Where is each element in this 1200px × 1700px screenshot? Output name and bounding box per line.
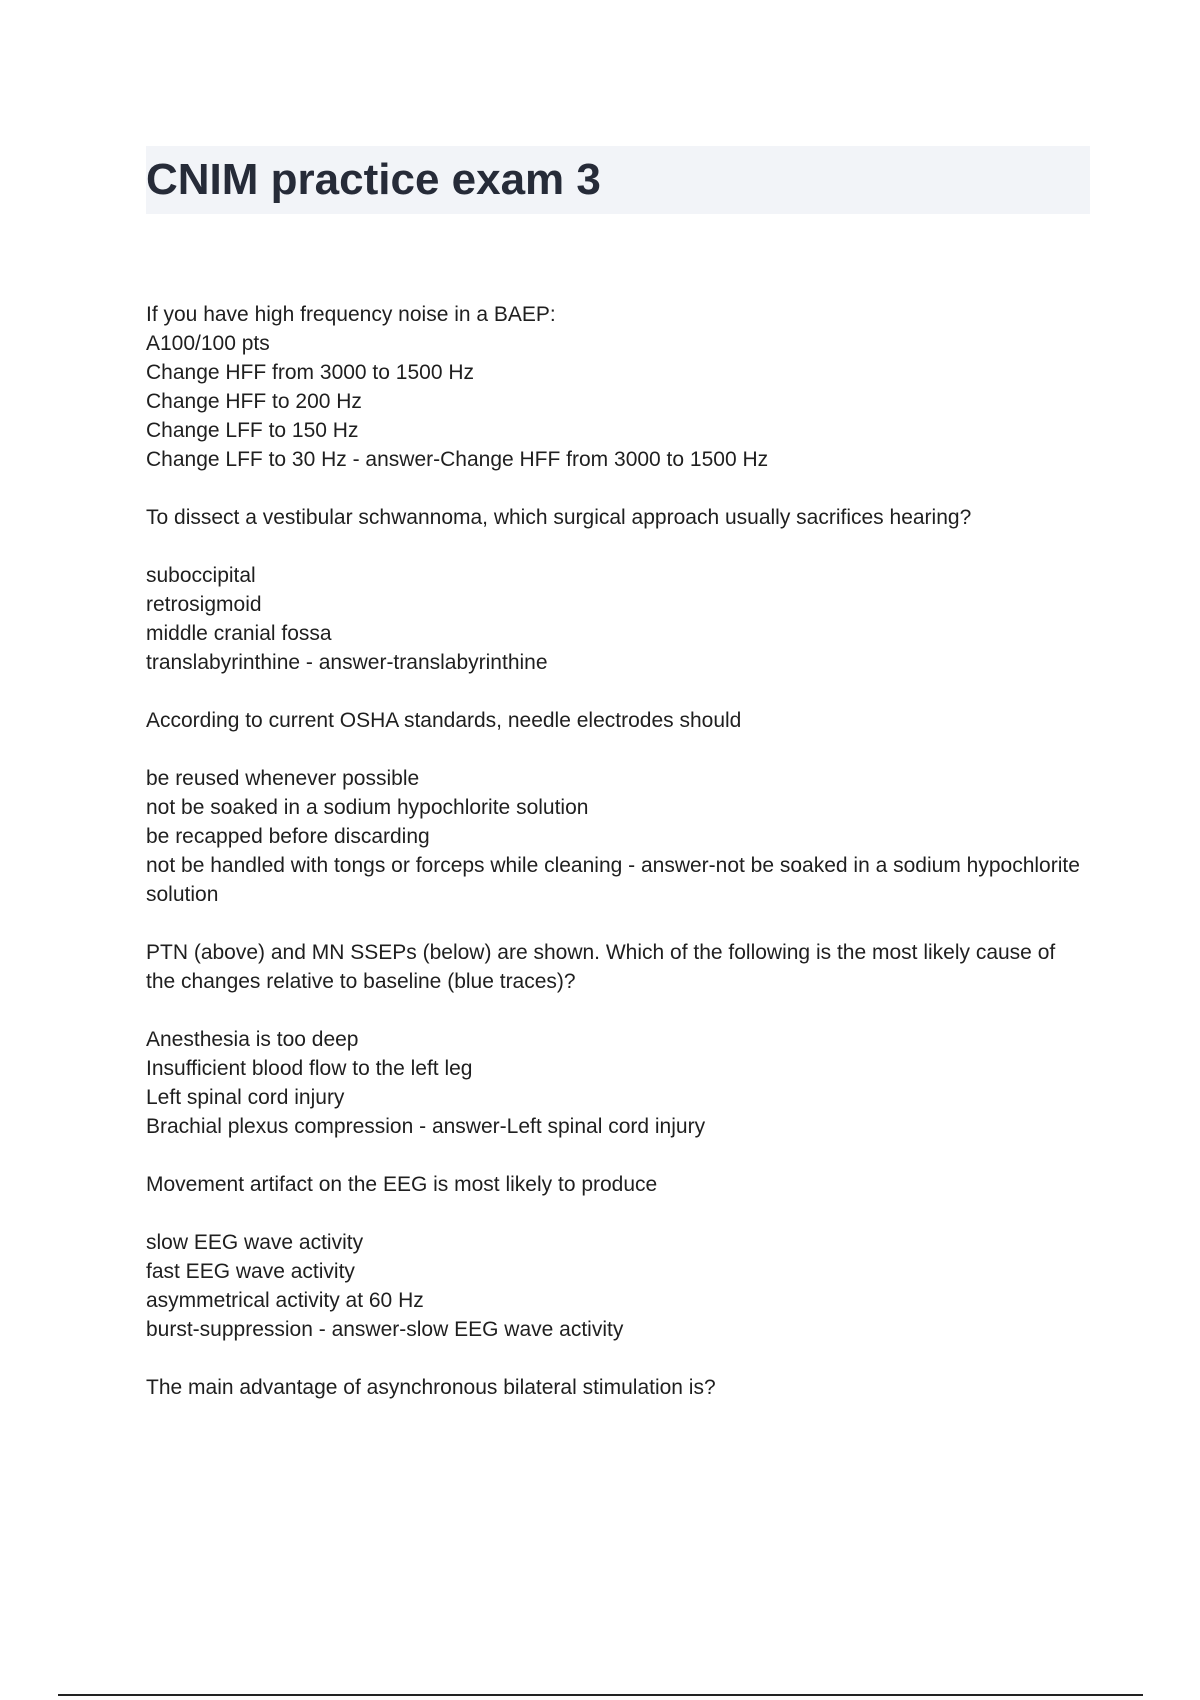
- question-item: [146, 503, 1090, 677]
- question-item: [146, 1373, 1090, 1402]
- question-stem: According to current OSHA standards, needle electrodes should: [146, 709, 742, 732]
- answer-option: Change LFF to 150 Hz: [146, 419, 359, 442]
- page-title: CNIM practice exam 3: [146, 155, 601, 204]
- answer-option: asymmetrical activity at 60 Hz: [146, 1289, 424, 1312]
- answer-option: Insufficient blood flow to the left leg: [146, 1057, 473, 1080]
- answer-option-with-answer: not be handled with tongs or forceps while cleaning - answer-not be soaked in a sodium hypochlorite solution: [146, 854, 1080, 906]
- answer-option-with-answer: Brachial plexus compression - answer-Left spinal cord injury: [146, 1115, 706, 1138]
- answer-option-with-answer: Change LFF to 30 Hz - answer-Change HFF from 3000 to 1500 Hz: [146, 448, 769, 471]
- question-item: [146, 706, 1090, 909]
- answer-option: middle cranial fossa: [146, 622, 332, 645]
- answer-option-with-answer: burst-suppression - answer-slow EEG wave activity: [146, 1318, 624, 1341]
- question-list: [146, 300, 1090, 1431]
- answer-option: retrosigmoid: [146, 593, 262, 616]
- answer-option: Change HFF from 3000 to 1500 Hz: [146, 361, 475, 384]
- answer-option: suboccipital: [146, 564, 256, 587]
- question-stem: If you have high frequency noise in a BAEP:: [146, 303, 556, 326]
- answer-option: be reused whenever possible: [146, 767, 420, 790]
- answer-option-with-answer: translabyrinthine - answer-translabyrinthine: [146, 651, 548, 674]
- answer-option: Anesthesia is too deep: [146, 1028, 359, 1051]
- answer-option: not be soaked in a sodium hypochlorite solution: [146, 796, 589, 819]
- question-item: [146, 1170, 1090, 1344]
- title-banner: [146, 146, 1090, 214]
- question-stem: PTN (above) and MN SSEPs (below) are shown. Which of the following is the most likely cause of the changes relative to baseline (blue traces)?: [146, 941, 1056, 993]
- footer-divider: [58, 1694, 1143, 1696]
- answer-option: slow EEG wave activity: [146, 1231, 364, 1254]
- question-item: [146, 938, 1090, 1141]
- question-stem: To dissect a vestibular schwannoma, which surgical approach usually sacrifices hearing?: [146, 506, 972, 529]
- answer-option: A100/100 pts: [146, 332, 270, 355]
- question-item: [146, 300, 1090, 474]
- answer-option: fast EEG wave activity: [146, 1260, 355, 1283]
- question-stem: Movement artifact on the EEG is most likely to produce: [146, 1173, 658, 1196]
- answer-option: be recapped before discarding: [146, 825, 430, 848]
- answer-option: Change HFF to 200 Hz: [146, 390, 362, 413]
- question-stem: The main advantage of asynchronous bilateral stimulation is?: [146, 1376, 716, 1399]
- answer-option: Left spinal cord injury: [146, 1086, 345, 1109]
